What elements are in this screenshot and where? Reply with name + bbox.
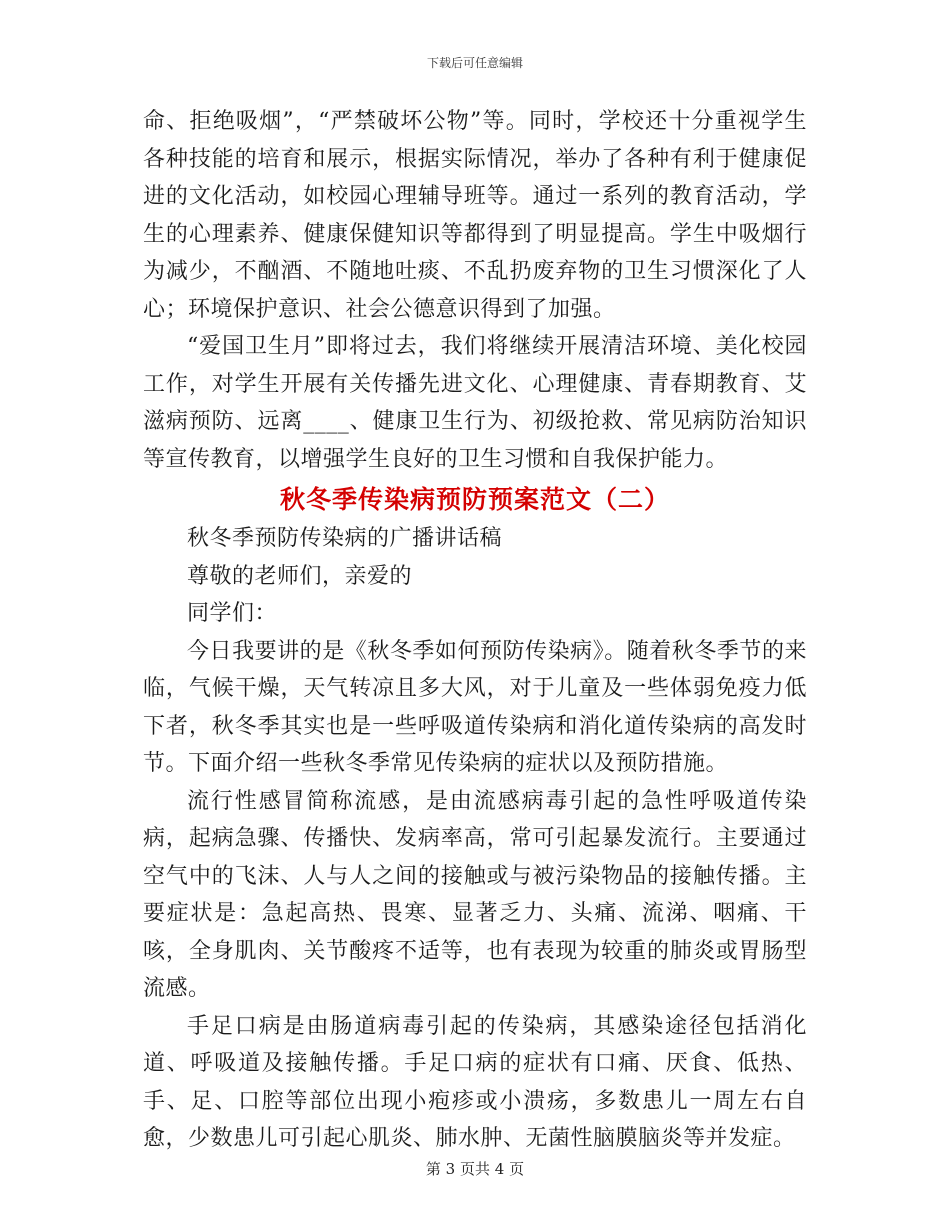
body-paragraph: 今日我要讲的是《秋冬季如何预防传染病》。随着秋冬季节的来临，气候干燥，天气转凉且多大风，对于儿童及一些体弱免疫力低下者，秋冬季其实也是一些呼吸道传染病和消化道传染病的高发时节。下面介绍一些秋冬季常见传染病的症状以及预防措施。 — [143, 638, 807, 776]
speech-title: 秋冬季预防传染病的广播讲话稿 — [187, 526, 503, 551]
greeting-line: 尊敬的老师们，亲爱的 — [187, 563, 413, 589]
page-footer: 第 3 页共 4 页 — [425, 1160, 525, 1178]
document-body — [143, 103, 807, 1158]
body-paragraph: 流行性感冒简称流感，是由流感病毒引起的急性呼吸道传染病，起病急骤、传播快、发病率高，常可引起暴发流行。主要通过空气中的飞沫、人与人之间的接触或与被污染物品的接触传播。主要症状是：急起高热、畏寒、显著乏力、头痛、流涕、咽痛、干咳，全身肌肉、关节酸疼不适等，也有表现为较重的肺炎或胃肠型流感。 — [143, 788, 807, 1001]
greeting-line: 同学们： — [187, 601, 278, 626]
section-title: 秋冬季传染病预防预案范文（二） — [279, 485, 670, 514]
body-paragraph: “爱国卫生月”即将过去，我们将继续开展清洁环境、美化校园工作，对学生开展有关传播先进文化、心理健康、青春期教育、艾滋病预防、远离____、健康卫生行为、初级抢救、常见病防治知识等宣传教育，以增强学生良好的卫生习惯和自我保护能力。 — [143, 334, 807, 472]
page-header: 下载后可任意编辑 — [426, 56, 523, 70]
body-paragraph: 命、拒绝吸烟”，“严禁破坏公物”等。同时，学校还十分重视学生各种技能的培育和展示，根据实际情况，举办了各种有利于健康促进的文化活动，如校园心理辅导班等。通过一系列的教育活动，学生的心理素养、健康保健知识等都得到了明显提高。学生中吸烟行为减少，不酗酒、不随地吐痰、不乱扔废弃物的卫生习惯深化了人心；环境保护意识、社会公德意识得到了加强。 — [143, 109, 807, 322]
body-paragraph: 手足口病是由肠道病毒引起的传染病，其感染途径包括消化道、呼吸道及接触传播。手足口病的症状有口痛、厌食、低热、手、足、口腔等部位出现小疱疹或小溃疡，多数患儿一周左右自愈，少数患儿可引起心肌炎、肺水肿、无菌性脑膜脑炎等并发症。 — [143, 1013, 807, 1151]
